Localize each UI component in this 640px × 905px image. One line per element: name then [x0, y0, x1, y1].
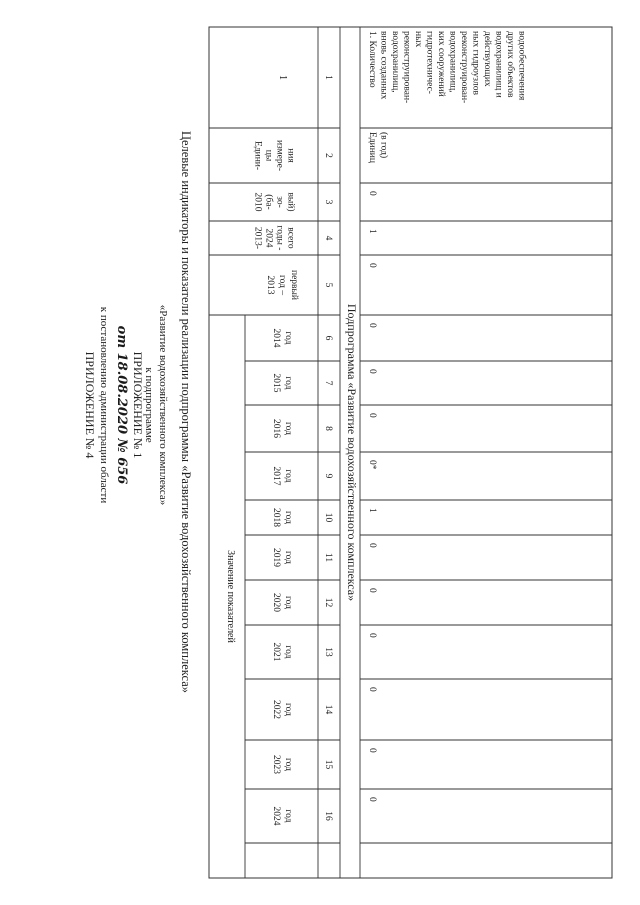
year-header-text: 2013 [265, 275, 275, 295]
column-header-text: годы - [274, 225, 285, 251]
year-header-text: 2017 [271, 466, 281, 486]
year-header-text: 2022 [271, 700, 281, 719]
total-value: 1 [367, 229, 377, 234]
year-header-text: 2024 [271, 806, 281, 826]
year-header-text: 2020 [271, 593, 281, 612]
year-header-text: год [283, 809, 293, 823]
year-header-text: год [283, 645, 293, 659]
year-value: 0 [367, 633, 377, 638]
indicator-text: гидротехничес- [424, 31, 435, 94]
column-header-text: Едини- [252, 140, 263, 171]
column-number: 4 [323, 235, 333, 241]
year-header-text: год [283, 758, 293, 771]
column-number: 12 [323, 597, 333, 608]
column-number: 2 [323, 153, 333, 158]
column-number: 3 [323, 199, 333, 205]
year-header-text: год [283, 596, 293, 609]
indicator-text: водохранилищ и [493, 31, 504, 98]
column-number: 8 [323, 426, 333, 431]
indicator-text: водообеспечения [516, 31, 527, 101]
indicator-text: реконструирован- [459, 31, 469, 104]
year-header-text: год [283, 422, 293, 435]
column-number: 16 [323, 811, 333, 821]
indicator-text: 1. Количество [367, 31, 377, 88]
column-header-text: 2013- [252, 226, 263, 250]
column-header-text: всего [285, 227, 296, 249]
column-number: 14 [323, 704, 333, 715]
document-title: Целевые индикаторы и показатели реализации подпрограммы «Развитие водохозяйственного комплекса» [179, 130, 193, 694]
year-header-text: год [283, 331, 293, 345]
year-value: 0 [367, 588, 377, 593]
indicator-text: других объектов [505, 31, 515, 98]
indicator-text: реконструирован- [401, 31, 412, 104]
year-value: 0 [367, 797, 377, 802]
column-number: 15 [323, 759, 333, 770]
year-header-text: 2016 [271, 419, 281, 438]
indicator-text: ных гидроузлов [470, 31, 481, 96]
year-value: 0 [367, 687, 377, 692]
column-header-text: 2024 [263, 228, 274, 248]
indicator-text: ных [413, 31, 423, 48]
column-header-text: зо- [274, 196, 285, 208]
appendix-inner-label: ПРИЛОЖЕНИЕ № 1 [131, 351, 145, 459]
year-header-text: год [283, 551, 293, 564]
year-header-text: год [283, 376, 293, 390]
unit-text: (в год) [378, 132, 389, 159]
column-header-text: ния [285, 148, 296, 163]
column-header-text: цы [263, 149, 274, 162]
year-value: 0 [367, 323, 377, 328]
year-header-text: год [283, 703, 293, 716]
column-header-text: измере- [274, 139, 285, 172]
column-number: 10 [323, 512, 333, 523]
handwritten-date-number: от 18.08.2020 № 656 [114, 325, 129, 485]
column-number: 9 [323, 473, 333, 479]
indicator-header: 1 [277, 75, 288, 80]
year-value: 0* [367, 460, 377, 470]
year-value: 0 [367, 543, 377, 548]
column-number: 6 [323, 335, 333, 341]
values-header: Значение показателей [225, 550, 236, 643]
year-header-text: 2015 [271, 373, 281, 393]
decree-reference: к постановлению администрации области [98, 306, 110, 504]
year-header-text: 2018 [271, 508, 281, 527]
year-value: 0 [367, 748, 377, 753]
year-header-text: 2014 [271, 328, 281, 348]
column-header-text: 2010 [252, 192, 263, 212]
column-number: 13 [323, 647, 333, 657]
column-number: 5 [323, 282, 333, 288]
year-value: 1 [367, 508, 377, 513]
year-header-text: 2023 [271, 755, 281, 774]
year-header-text: год – [277, 274, 287, 296]
year-value: 0 [367, 413, 377, 418]
year-header-text: год [283, 511, 293, 524]
subprogram-name: «Развитие водохозяйственного комплекса» [157, 304, 169, 506]
year-header-text: 2019 [271, 548, 281, 567]
column-header-text: (ба- [263, 194, 274, 210]
year-value: 0 [367, 369, 377, 374]
year-header-text: год [283, 469, 293, 483]
column-header-text: вый) [285, 192, 296, 212]
section-title: Подпрограмма «Развитие водохозяйственного комплекса» [345, 303, 359, 602]
base-value: 0 [367, 191, 377, 196]
indicator-text: водохранилищ, [447, 31, 458, 93]
year-header-text: 2021 [271, 642, 281, 662]
year-header-text: первый [289, 269, 299, 301]
column-number: 7 [323, 380, 333, 386]
year-value: 0 [367, 263, 377, 268]
indicator-text: ких сооружений [436, 31, 446, 97]
indicator-text: водохранилищ, [390, 31, 400, 93]
column-number: 1 [323, 75, 333, 80]
appendix-label: ПРИЛОЖЕНИЕ № 4 [83, 351, 97, 459]
column-number: 11 [323, 552, 333, 563]
subprogram-reference: к подпрограмме [143, 367, 155, 443]
indicator-text: вновь созданных [378, 31, 389, 100]
indicator-text: действующих [482, 31, 492, 87]
unit-text: Единиц [367, 132, 377, 163]
